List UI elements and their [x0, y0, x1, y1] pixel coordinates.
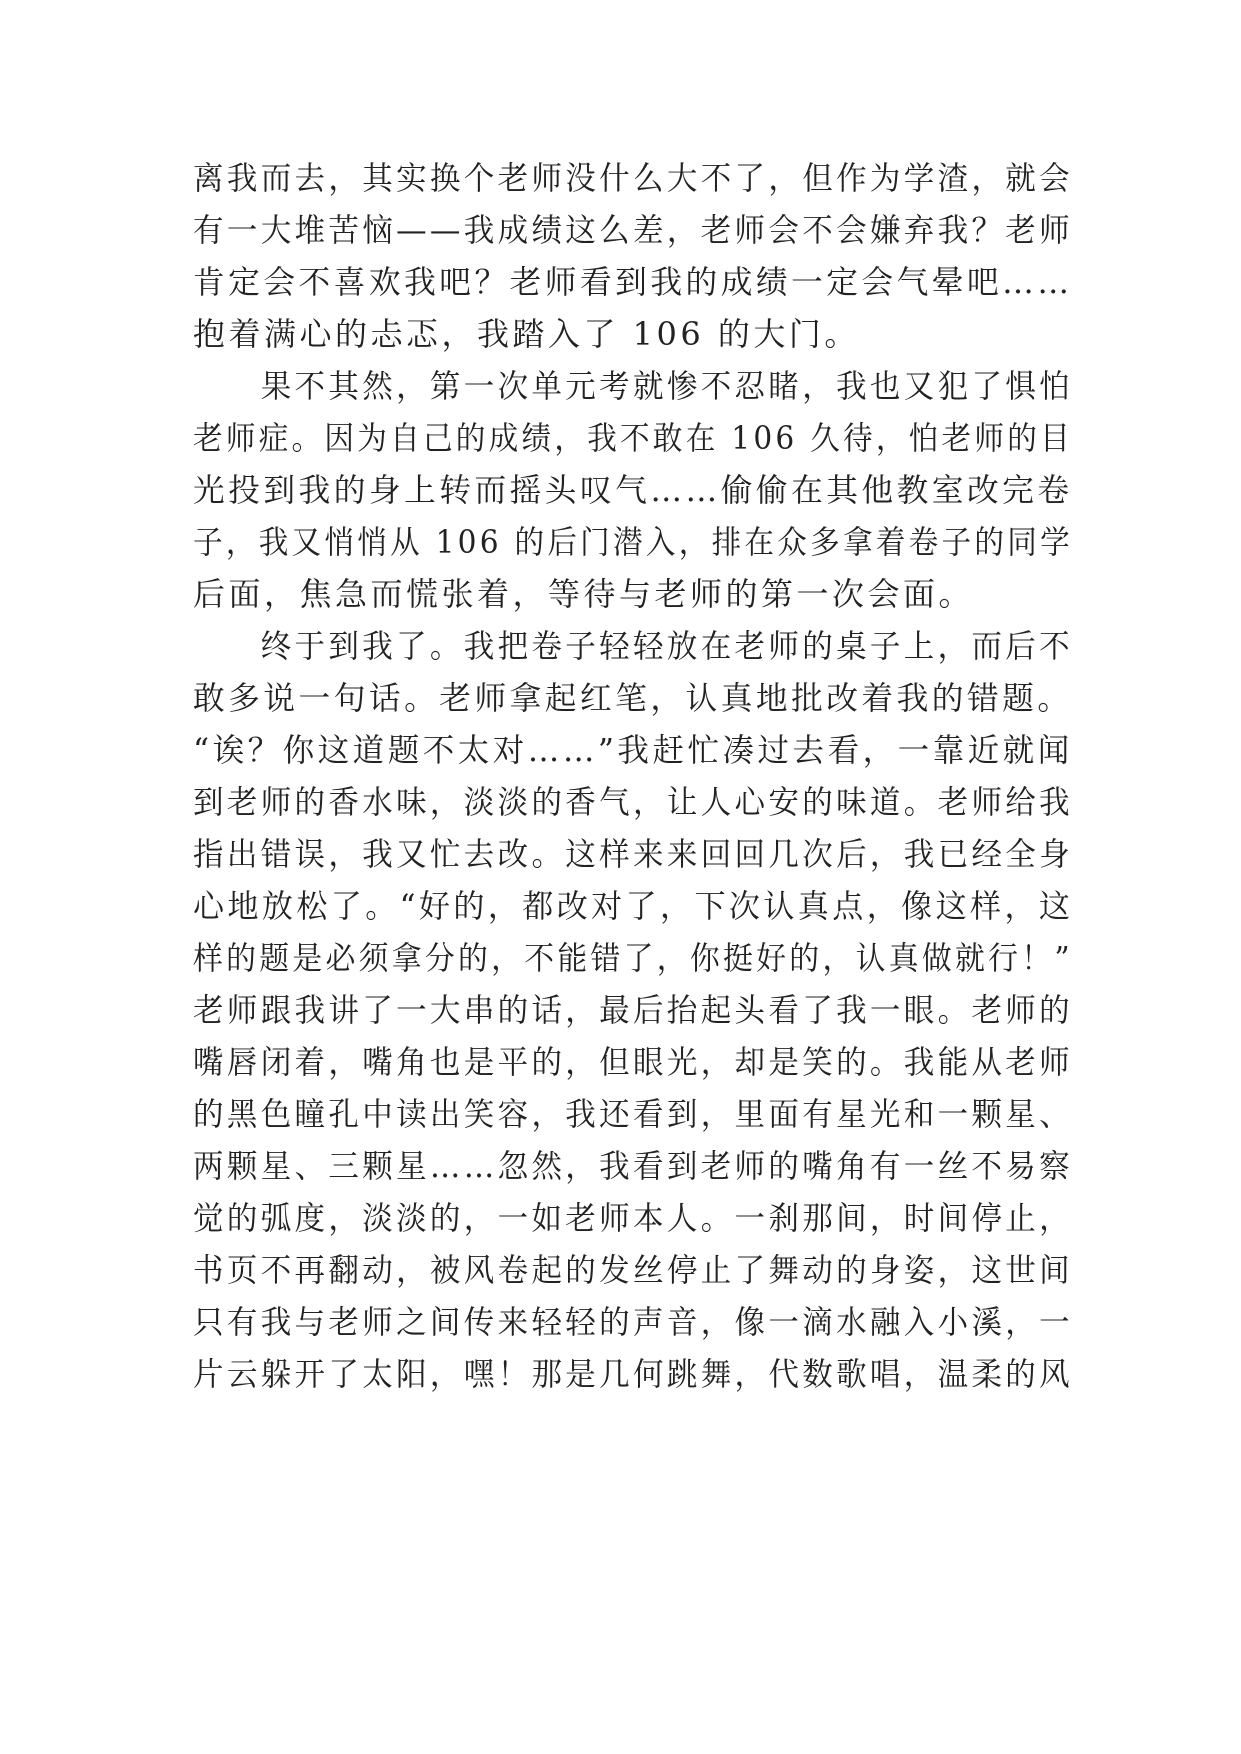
text-line: 两颗星、三颗星……忽然，我看到老师的嘴角有一丝不易察: [193, 1147, 1074, 1185]
text-line: 光投到我的身上转而摇头叹气……偷偷在其他教室改完卷: [193, 471, 1073, 509]
text-line: 果不其然，第一次单元考就惨不忍睹，我也又犯了惧怕: [193, 367, 1074, 405]
text-line: 心地放松了。“好的，都改对了，下次认真点，像这样，这: [193, 887, 1074, 925]
text-line: “诶？你这道题不太对……”我赶忙凑过去看，一靠近就闻: [193, 731, 1073, 769]
text-line: 有一大堆苦恼——我成绩这么差，老师会不会嫌弃我？老师: [193, 211, 1074, 249]
text-line: 终于到我了。我把卷子轻轻放在老师的桌子上，而后不: [193, 627, 1074, 665]
text-line: 后面，焦急而慌张着，等待与老师的第一次会面。: [193, 575, 975, 613]
text-line: 书页不再翻动，被风卷起的发丝停止了舞动的身姿，这世间: [193, 1251, 1074, 1289]
text-line: 样的题是必须拿分的，不能错了，你挺好的，认真做就行！”: [193, 939, 1073, 977]
text-line: 敢多说一句话。老师拿起红笔，认真地批改着我的错题。: [193, 679, 1073, 717]
text-line: 离我而去，其实换个老师没什么大不了，但作为学渣，就会: [193, 159, 1074, 197]
text-line: 抱着满心的忐忑，我踏入了 106 的大门。: [193, 315, 860, 353]
text-line: 觉的弧度，淡淡的，一如老师本人。一刹那间，时间停止，: [193, 1199, 1074, 1237]
text-line: 片云躲开了太阳，嘿！那是几何跳舞，代数歌唱，温柔的风: [193, 1355, 1074, 1393]
text-line: 嘴唇闭着，嘴角也是平的，但眼光，却是笑的。我能从老师: [193, 1043, 1074, 1081]
text-line: 到老师的香水味，淡淡的香气，让人心安的味道。老师给我: [193, 783, 1074, 821]
text-line: 指出错误，我又忙去改。这样来来回回几次后，我已经全身: [193, 835, 1074, 873]
text-line: 老师跟我讲了一大串的话，最后抬起头看了我一眼。老师的: [193, 991, 1074, 1029]
text-line: 的黑色瞳孔中读出笑容，我还看到，里面有星光和一颗星、: [193, 1095, 1074, 1133]
text-line: 子，我又悄悄从 106 的后门潜入，排在众多拿着卷子的同学: [193, 523, 1073, 561]
text-line: 只有我与老师之间传来轻轻的声音，像一滴水融入小溪，一: [193, 1303, 1074, 1341]
text-line: 老师症。因为自己的成绩，我不敢在 106 久待，怕老师的目: [193, 419, 1073, 457]
text-line: 肯定会不喜欢我吧？老师看到我的成绩一定会气晕吧……: [193, 263, 1073, 301]
